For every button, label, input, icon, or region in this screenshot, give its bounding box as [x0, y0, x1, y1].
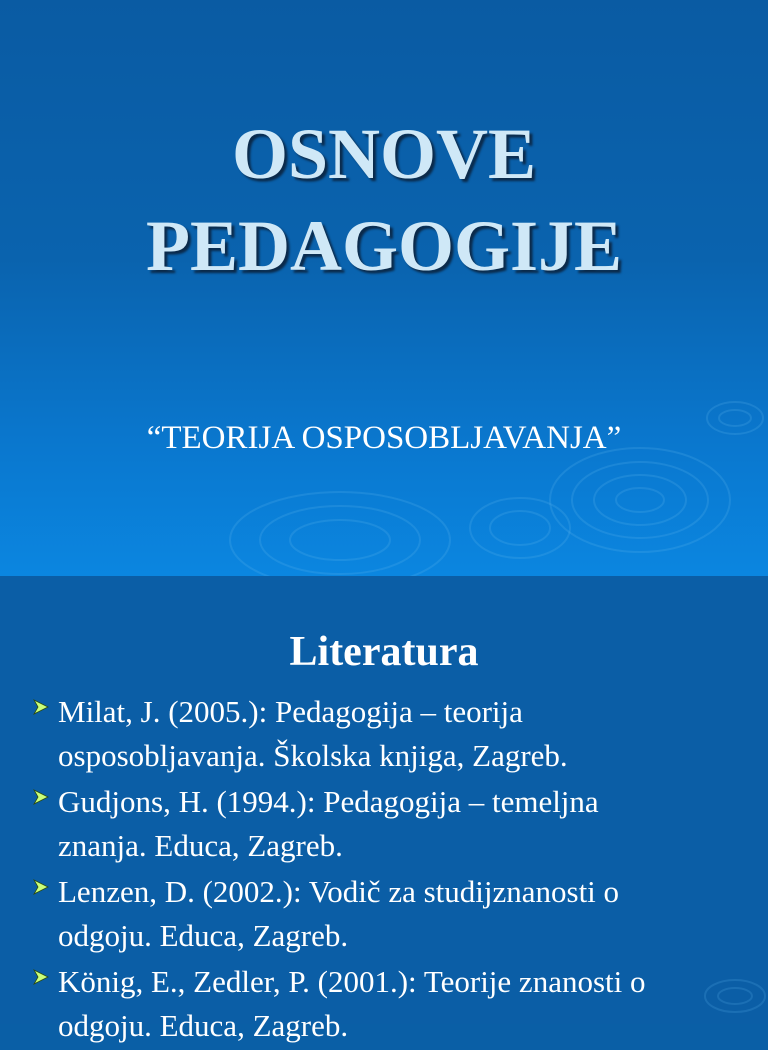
- arrow-bullet-icon: [30, 786, 52, 808]
- reference-line-2: osposobljavanja. Školska knjiga, Zagreb.: [58, 738, 568, 773]
- slide-title-line-1: OSNOVE: [231, 114, 537, 194]
- reference-line-1: Lenzen, D. (2002.): Vodič za studijznanosti o: [58, 874, 620, 909]
- slide-title: [0, 108, 768, 292]
- slide-title-line-2: PEDAGOGIJE: [145, 206, 623, 286]
- arrow-bullet-icon: [30, 696, 52, 718]
- reference-line-2: odgoju. Educa, Zagreb.: [58, 918, 349, 953]
- reference-line-1: Gudjons, H. (1994.): Pedagogija – temeljna: [58, 784, 599, 819]
- arrow-bullet-icon: [30, 966, 52, 988]
- reference-list: [30, 690, 750, 1050]
- slide-subtitle: “TEORIJA OSPOSOBLJAVANJA”: [146, 420, 622, 456]
- literature-heading: Literatura: [289, 629, 479, 675]
- reference-line-2: znanja. Educa, Zagreb.: [58, 828, 343, 863]
- list-item: [30, 960, 750, 1048]
- arrow-bullet-icon: [30, 876, 52, 898]
- reference-line-1: Milat, J. (2005.): Pedagogija – teorija: [58, 694, 523, 729]
- list-item: [30, 780, 750, 868]
- list-item: [30, 870, 750, 958]
- list-item: [30, 690, 750, 778]
- reference-line-2: odgoju. Educa, Zagreb.: [58, 1008, 349, 1043]
- literature-slide: [0, 576, 768, 1043]
- reference-line-1: König, E., Zedler, P. (2001.): Teorije znanosti o: [58, 964, 646, 999]
